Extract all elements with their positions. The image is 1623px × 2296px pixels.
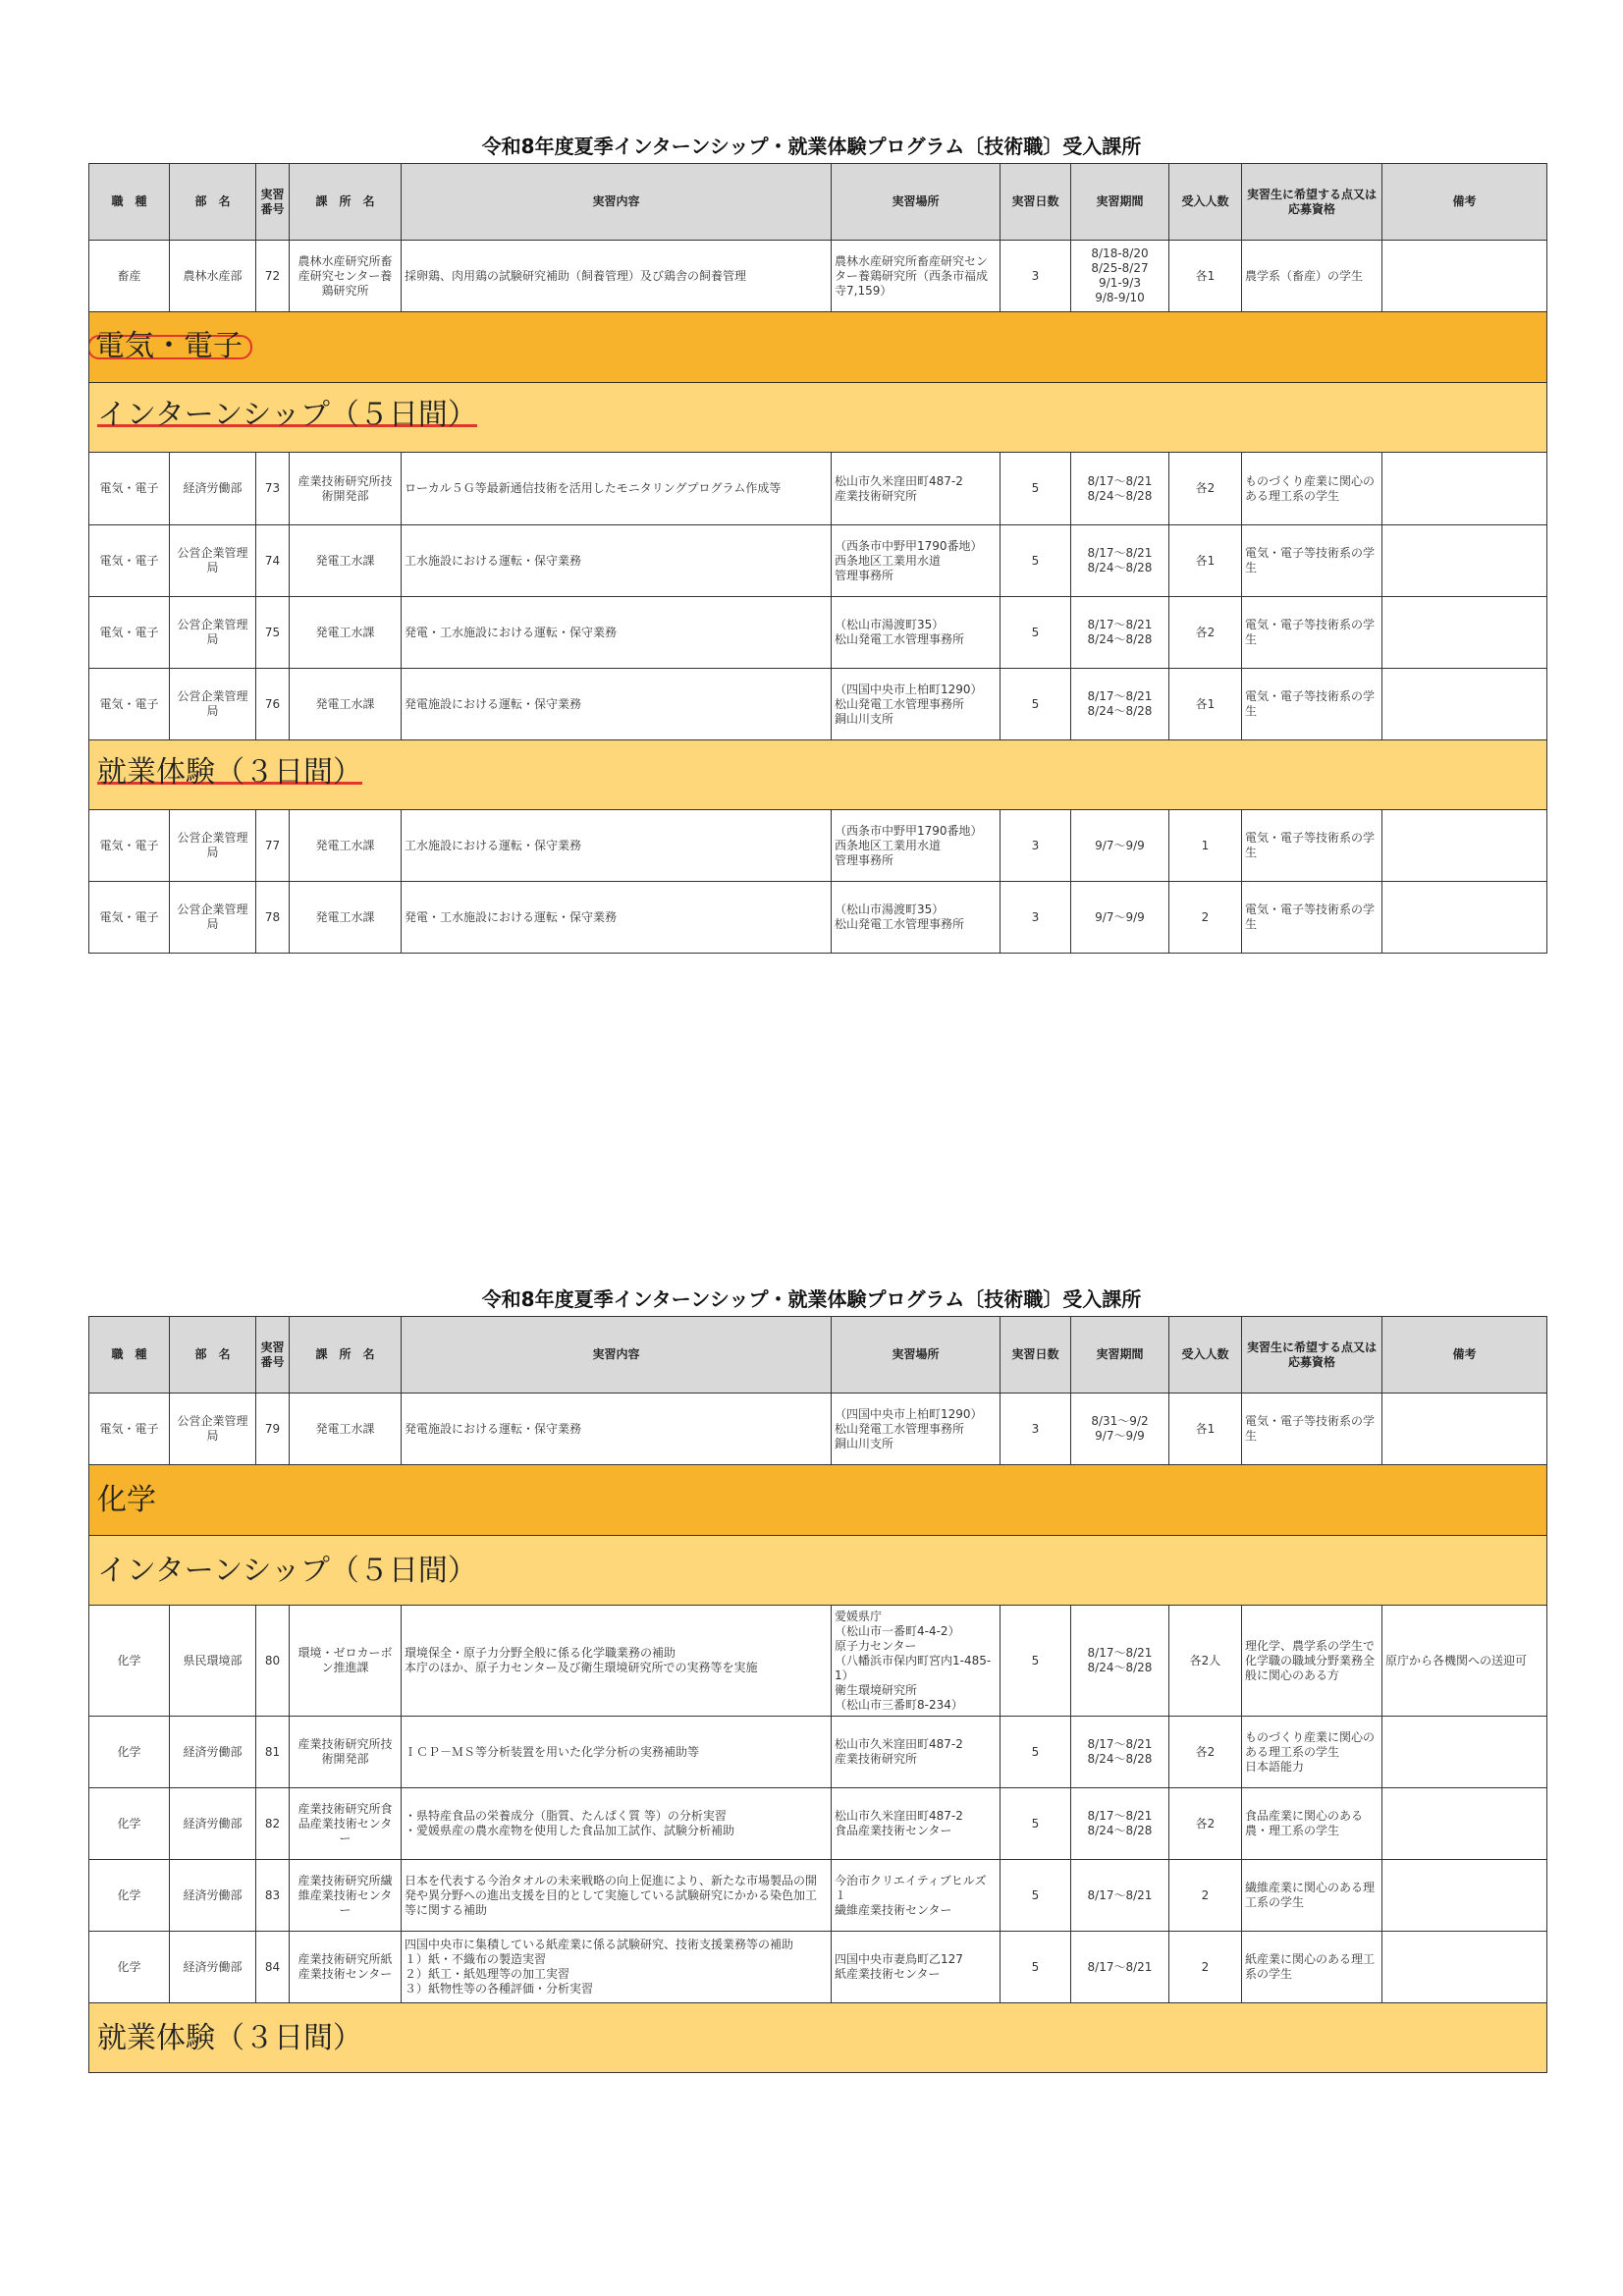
cell-department: 経済労働部 — [170, 1860, 256, 1932]
cell-capacity: 各2 — [1169, 1788, 1242, 1860]
header-training-content: 実習内容 — [402, 1317, 832, 1394]
category-label: 電気・電子 — [89, 335, 253, 359]
cell-training-number: 73 — [256, 453, 290, 525]
cell-job-type: 電気・電子 — [89, 1394, 170, 1465]
subcategory-label: インターンシップ（５日間） — [89, 1536, 1547, 1606]
cell-section-name: 発電工水課 — [290, 810, 402, 882]
cell-department: 公営企業管理局 — [170, 882, 256, 954]
cell-training-number: 76 — [256, 669, 290, 740]
cell-job-type: 化学 — [89, 1717, 170, 1788]
cell-training-days: 3 — [1001, 810, 1071, 882]
header-job-type: 職 種 — [89, 164, 170, 241]
schedule-table — [88, 163, 1547, 954]
cell-training-content: 工水施設における運転・保守業務 — [402, 810, 832, 882]
table-row — [89, 1788, 1547, 1860]
cell-training-content: ＩＣＰ－ＭＳ等分析装置を用いた化学分析の実務補助等 — [402, 1717, 832, 1788]
cell-requirements: 農学系（畜産）の学生 — [1242, 241, 1382, 312]
category-row — [89, 1465, 1547, 1536]
header-job-type: 職 種 — [89, 1317, 170, 1394]
header-remarks: 備考 — [1382, 1317, 1547, 1394]
table-row — [89, 597, 1547, 669]
header-training-period: 実習期間 — [1071, 164, 1169, 241]
subcategory-row — [89, 2003, 1547, 2073]
cell-training-content: 工水施設における運転・保守業務 — [402, 525, 832, 597]
cell-remarks — [1382, 882, 1547, 954]
cell-training-days: 5 — [1001, 1860, 1071, 1932]
cell-job-type: 化学 — [89, 1860, 170, 1932]
cell-training-content: 発電・工水施設における運転・保守業務 — [402, 882, 832, 954]
cell-remarks — [1382, 810, 1547, 882]
subcategory-label: インターンシップ（５日間） — [97, 398, 477, 432]
page-title: 令和8年度夏季インターンシップ・就業体験プログラム〔技術職〕受入課所 — [481, 135, 1142, 158]
cell-requirements: 電気・電子等技術系の学生 — [1242, 669, 1382, 740]
cell-training-number: 81 — [256, 1717, 290, 1788]
cell-capacity: 各2 — [1169, 597, 1242, 669]
cell-training-number: 78 — [256, 882, 290, 954]
cell-training-days: 5 — [1001, 525, 1071, 597]
cell-training-content: 環境保全・原子力分野全般に係る化学職業務の補助 本庁のほか、原子力センター及び衛生環境研究所での実務等を実施 — [402, 1606, 832, 1717]
cell-section-name: 環境・ゼロカーボン推進課 — [290, 1606, 402, 1717]
cell-capacity: 各2 — [1169, 1717, 1242, 1788]
cell-training-number: 80 — [256, 1606, 290, 1717]
cell-capacity: 各1 — [1169, 669, 1242, 740]
cell-training-content: 日本を代表する今治タオルの未来戦略の向上促進により、新たな市場製品の開発や異分野への進出支援を目的として実施している試験研究にかかる染色加工等に関する補助 — [402, 1860, 832, 1932]
cell-training-content: 発電施設における運転・保守業務 — [402, 669, 832, 740]
cell-job-type: 電気・電子 — [89, 525, 170, 597]
cell-training-period: 8/17～8/21 8/24～8/28 — [1071, 1788, 1169, 1860]
cell-training-location: 愛媛県庁 （松山市一番町4-4-2） 原子力センター （八幡浜市保内町宮内1-485-1） 衛生環境研究所 （松山市三番町8-234） — [832, 1606, 1001, 1717]
subcategory-row — [89, 1536, 1547, 1606]
cell-section-name: 発電工水課 — [290, 525, 402, 597]
header-department: 部 名 — [170, 1317, 256, 1394]
cell-department: 経済労働部 — [170, 1932, 256, 2003]
header-training-location: 実習場所 — [832, 164, 1001, 241]
cell-section-name: 産業技術研究所技術開発部 — [290, 453, 402, 525]
cell-remarks — [1382, 525, 1547, 597]
cell-training-period: 8/17～8/21 8/24～8/28 — [1071, 1717, 1169, 1788]
cell-training-days: 5 — [1001, 453, 1071, 525]
cell-training-location: （松山市湯渡町35） 松山発電工水管理事務所 — [832, 882, 1001, 954]
cell-training-content: 発電・工水施設における運転・保守業務 — [402, 597, 832, 669]
cell-section-name: 農林水産研究所畜産研究センター養鶏研究所 — [290, 241, 402, 312]
header-requirements: 実習生に希望する点又は応募資格 — [1242, 1317, 1382, 1394]
cell-job-type: 化学 — [89, 1932, 170, 2003]
cell-section-name: 産業技術研究所技術開発部 — [290, 1717, 402, 1788]
cell-section-name: 発電工水課 — [290, 1394, 402, 1465]
cell-remarks — [1382, 241, 1547, 312]
cell-training-number: 84 — [256, 1932, 290, 2003]
table-row — [89, 1932, 1547, 2003]
cell-department: 公営企業管理局 — [170, 597, 256, 669]
table-row — [89, 882, 1547, 954]
header-training-number: 実習番号 — [256, 1317, 290, 1394]
cell-requirements: 紙産業に関心のある理工系の学生 — [1242, 1932, 1382, 2003]
cell-department: 農林水産部 — [170, 241, 256, 312]
cell-training-days: 5 — [1001, 597, 1071, 669]
cell-capacity: 各2 — [1169, 453, 1242, 525]
cell-training-number: 83 — [256, 1860, 290, 1932]
cell-job-type: 電気・電子 — [89, 453, 170, 525]
cell-job-type: 畜産 — [89, 241, 170, 312]
header-training-location: 実習場所 — [832, 1317, 1001, 1394]
cell-job-type: 電気・電子 — [89, 597, 170, 669]
cell-remarks — [1382, 1717, 1547, 1788]
category-row — [89, 312, 1547, 383]
cell-training-content: ローカル５Ｇ等最新通信技術を活用したモニタリングプログラム作成等 — [402, 453, 832, 525]
cell-section-name: 発電工水課 — [290, 597, 402, 669]
header-training-days: 実習日数 — [1001, 164, 1071, 241]
header-training-content: 実習内容 — [402, 164, 832, 241]
table-row — [89, 525, 1547, 597]
cell-capacity: 2 — [1169, 1932, 1242, 2003]
cell-training-days: 5 — [1001, 1932, 1071, 2003]
cell-remarks — [1382, 597, 1547, 669]
subcategory-row — [89, 740, 1547, 810]
table-row — [89, 669, 1547, 740]
cell-training-content: 発電施設における運転・保守業務 — [402, 1394, 832, 1465]
cell-training-period: 9/7～9/9 — [1071, 882, 1169, 954]
header-training-number: 実習番号 — [256, 164, 290, 241]
cell-requirements: 食品産業に関心のある農・理工系の学生 — [1242, 1788, 1382, 1860]
cell-training-days: 3 — [1001, 1394, 1071, 1465]
table-row — [89, 1860, 1547, 1932]
subcategory-label: 就業体験（３日間） — [89, 2003, 1547, 2073]
cell-job-type: 化学 — [89, 1788, 170, 1860]
cell-training-location: 今治市クリエイティブヒルズ１ 繊維産業技術センター — [832, 1860, 1001, 1932]
subcategory-label: 就業体験（３日間） — [97, 755, 362, 790]
cell-department: 経済労働部 — [170, 1717, 256, 1788]
cell-requirements: ものづくり産業に関心のある理工系の学生 日本語能力 — [1242, 1717, 1382, 1788]
cell-training-days: 5 — [1001, 1788, 1071, 1860]
table-row — [89, 453, 1547, 525]
header-capacity: 受入人数 — [1169, 1317, 1242, 1394]
cell-remarks — [1382, 453, 1547, 525]
cell-training-period: 8/17～8/21 — [1071, 1932, 1169, 2003]
cell-training-period: 8/31～9/2 9/7～9/9 — [1071, 1394, 1169, 1465]
table-header-row — [89, 164, 1547, 241]
cell-department: 公営企業管理局 — [170, 525, 256, 597]
cell-training-period: 8/17～8/21 8/24～8/28 — [1071, 597, 1169, 669]
cell-training-location: 農林水産研究所畜産研究センター養鶏研究所（西条市福成寺7,159） — [832, 241, 1001, 312]
table-header-row — [89, 1317, 1547, 1394]
cell-training-number: 75 — [256, 597, 290, 669]
cell-training-days: 5 — [1001, 669, 1071, 740]
cell-capacity: 2 — [1169, 1860, 1242, 1932]
cell-training-location: （西条市中野甲1790番地） 西条地区工業用水道 管理事務所 — [832, 810, 1001, 882]
cell-training-period: 8/17～8/21 8/24～8/28 — [1071, 1606, 1169, 1717]
cell-training-period: 9/7～9/9 — [1071, 810, 1169, 882]
cell-capacity: 各2人 — [1169, 1606, 1242, 1717]
cell-training-period: 8/17～8/21 8/24～8/28 — [1071, 669, 1169, 740]
cell-job-type: 電気・電子 — [89, 810, 170, 882]
cell-requirements: 電気・電子等技術系の学生 — [1242, 882, 1382, 954]
cell-requirements: ものづくり産業に関心のある理工系の学生 — [1242, 453, 1382, 525]
cell-capacity: 1 — [1169, 810, 1242, 882]
cell-capacity: 2 — [1169, 882, 1242, 954]
cell-requirements: 理化学、農学系の学生で化学職の職域分野業務全般に関心のある方 — [1242, 1606, 1382, 1717]
cell-requirements: 電気・電子等技術系の学生 — [1242, 597, 1382, 669]
header-section-name: 課 所 名 — [290, 1317, 402, 1394]
cell-training-number: 82 — [256, 1788, 290, 1860]
cell-section-name: 発電工水課 — [290, 882, 402, 954]
cell-job-type: 電気・電子 — [89, 882, 170, 954]
cell-training-location: 四国中央市妻鳥町乙127 紙産業技術センター — [832, 1932, 1001, 2003]
header-section-name: 課 所 名 — [290, 164, 402, 241]
cell-remarks — [1382, 1932, 1547, 2003]
schedule-table — [88, 1316, 1547, 2073]
header-training-days: 実習日数 — [1001, 1317, 1071, 1394]
header-training-period: 実習期間 — [1071, 1317, 1169, 1394]
cell-job-type: 電気・電子 — [89, 669, 170, 740]
cell-requirements: 電気・電子等技術系の学生 — [1242, 810, 1382, 882]
cell-training-days: 3 — [1001, 241, 1071, 312]
cell-section-name: 産業技術研究所繊維産業技術センター — [290, 1860, 402, 1932]
header-requirements: 実習生に希望する点又は応募資格 — [1242, 164, 1382, 241]
cell-department: 公営企業管理局 — [170, 669, 256, 740]
cell-training-content: ・県特産食品の栄養成分（脂質、たんぱく質 等）の分析実習 ・愛媛県産の農水産物を使用した食品加工試作、試験分析補助 — [402, 1788, 832, 1860]
table-row — [89, 810, 1547, 882]
cell-training-number: 72 — [256, 241, 290, 312]
cell-training-content: 四国中央市に集積している紙産業に係る試験研究、技術支援業務等の補助 １）紙・不織布の製造実習 ２）紙工・紙処理等の加工実習 ３）紙物性等の各種評価・分析実習 — [402, 1932, 832, 2003]
cell-training-location: 松山市久米窪田町487-2 産業技術研究所 — [832, 453, 1001, 525]
cell-training-location: （四国中央市上柏町1290） 松山発電工水管理事務所 銅山川支所 — [832, 669, 1001, 740]
cell-department: 県民環境部 — [170, 1606, 256, 1717]
cell-training-period: 8/17～8/21 — [1071, 1860, 1169, 1932]
cell-training-content: 採卵鶏、肉用鶏の試験研究補助（飼養管理）及び鶏舎の飼養管理 — [402, 241, 832, 312]
cell-training-location: （松山市湯渡町35） 松山発電工水管理事務所 — [832, 597, 1001, 669]
cell-remarks — [1382, 1394, 1547, 1465]
header-remarks: 備考 — [1382, 164, 1547, 241]
cell-remarks: 原庁から各機関への送迎可 — [1382, 1606, 1547, 1717]
cell-department: 経済労働部 — [170, 453, 256, 525]
cell-training-period: 8/18-8/20 8/25-8/27 9/1-9/3 9/8-9/10 — [1071, 241, 1169, 312]
cell-training-days: 3 — [1001, 882, 1071, 954]
cell-training-period: 8/17～8/21 8/24～8/28 — [1071, 525, 1169, 597]
cell-remarks — [1382, 669, 1547, 740]
cell-training-number: 79 — [256, 1394, 290, 1465]
cell-training-days: 5 — [1001, 1717, 1071, 1788]
cell-department: 公営企業管理局 — [170, 810, 256, 882]
table-row — [89, 1717, 1547, 1788]
cell-training-period: 8/17～8/21 8/24～8/28 — [1071, 453, 1169, 525]
cell-training-location: （西条市中野甲1790番地） 西条地区工業用水道 管理事務所 — [832, 525, 1001, 597]
cell-section-name: 産業技術研究所紙産業技術センター — [290, 1932, 402, 2003]
page-title: 令和8年度夏季インターンシップ・就業体験プログラム〔技術職〕受入課所 — [481, 1287, 1142, 1311]
header-capacity: 受入人数 — [1169, 164, 1242, 241]
cell-capacity: 各1 — [1169, 525, 1242, 597]
cell-section-name: 発電工水課 — [290, 669, 402, 740]
cell-training-days: 5 — [1001, 1606, 1071, 1717]
subcategory-row — [89, 383, 1547, 453]
cell-capacity: 各1 — [1169, 1394, 1242, 1465]
cell-department: 経済労働部 — [170, 1788, 256, 1860]
cell-capacity: 各1 — [1169, 241, 1242, 312]
cell-training-location: （四国中央市上柏町1290） 松山発電工水管理事務所 銅山川支所 — [832, 1394, 1001, 1465]
cell-training-location: 松山市久米窪田町487-2 産業技術研究所 — [832, 1717, 1001, 1788]
header-department: 部 名 — [170, 164, 256, 241]
cell-requirements: 電気・電子等技術系の学生 — [1242, 525, 1382, 597]
category-label: 化学 — [89, 1465, 1547, 1536]
cell-training-number: 77 — [256, 810, 290, 882]
cell-job-type: 化学 — [89, 1606, 170, 1717]
table-row — [89, 1606, 1547, 1717]
cell-training-location: 松山市久米窪田町487-2 食品産業技術センター — [832, 1788, 1001, 1860]
cell-requirements: 電気・電子等技術系の学生 — [1242, 1394, 1382, 1465]
cell-remarks — [1382, 1860, 1547, 1932]
cell-training-number: 74 — [256, 525, 290, 597]
cell-requirements: 繊維産業に関心のある理工系の学生 — [1242, 1860, 1382, 1932]
cell-remarks — [1382, 1788, 1547, 1860]
cell-department: 公営企業管理局 — [170, 1394, 256, 1465]
table-row — [89, 1394, 1547, 1465]
table-row — [89, 241, 1547, 312]
cell-section-name: 産業技術研究所食品産業技術センター — [290, 1788, 402, 1860]
